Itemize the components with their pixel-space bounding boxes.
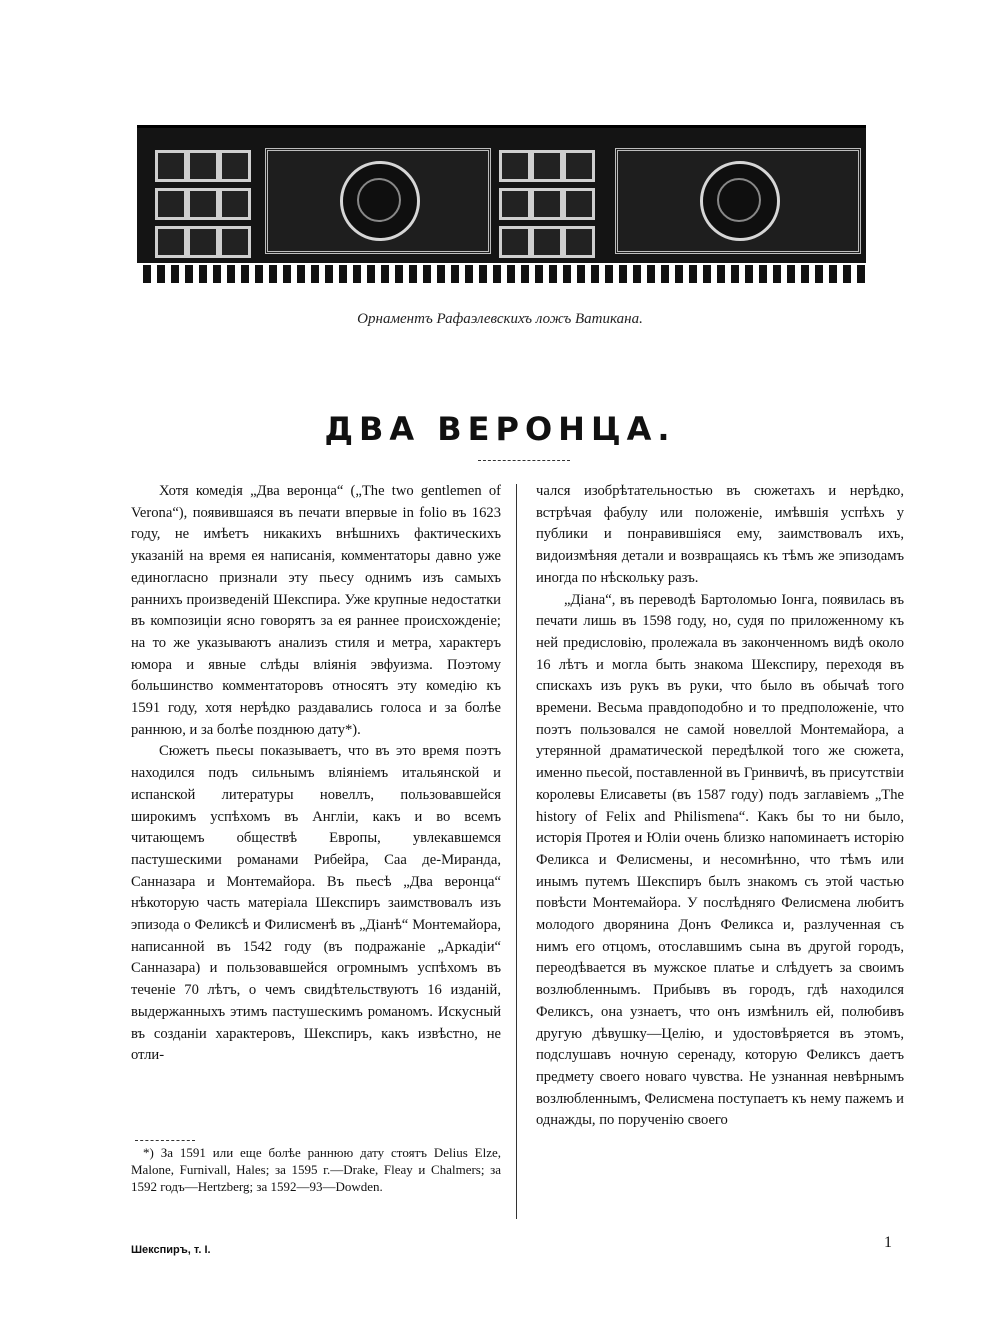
paragraph: Хотя комедія „Два веронца“ („The two gentlemen of Verona“), появившаяся въ печати впервые in folio въ 1623 году, не имѣетъ никакихъ внѣшнихъ фактическихъ указаній на время ея написанія, комментаторы давно уже единогласно признали эту пьесу однимъ изъ самыхъ раннихъ произведеній Шекспира. Уже крупные недостатки въ композиціи ясно говорятъ за ея раннее происхожденіе; на то же указываютъ анализъ стиля и метра, характеръ юмора и явные слѣды вліянія эвфуизма. Поэтому большинство комментаторовъ относятъ эту комедію къ 1591 году, хотя нерѣдко раздавались голоса и за болѣе раннюю, и за болѣе позднюю дату*). [131, 483, 501, 738]
page-title: ДВА ВЕРОНЦА. [324, 410, 676, 448]
ornament-squares-left [155, 150, 245, 258]
ornament-medallion-right [700, 161, 780, 241]
ornament-panel-left [265, 148, 491, 254]
column-divider [516, 484, 517, 1219]
footnote-text: *) За 1591 или еще болѣе раннюю дату стоятъ Delius Elze, Malone, Furnivall, Hales; за 1595 г.—Drake, Fleay и Chalmers; за 1592 годъ—Hertzberg; за 1592—93—Dowden. [131, 1145, 501, 1194]
footnote-rule [135, 1140, 195, 1141]
right-column [536, 481, 904, 1132]
ornament-bottom-border [137, 263, 866, 283]
page-number: 1 [884, 1234, 892, 1251]
printer-signature: Шекспиръ, т. I. [131, 1244, 211, 1256]
ornament-medallion-left [340, 161, 420, 241]
left-column [131, 481, 501, 1067]
paragraph: „Діана“, въ переводѣ Бартоломью Іонга, появилась въ печати лишь въ 1598 году, но, судя по приложенному къ ней предисловію, пролежала въ законченномъ видѣ около 16 лѣтъ и могла быть знакома Шекспиру, переходя въ спискахъ изъ рукъ въ руки, что было въ обычаѣ того времени. Весьма правдоподобно и то предположеніе, что поэтъ пользовался не самой новеллой Монтемайора, а утерянной драматической передѣлкой того же сюжета, именно пьесой, поставленной въ Гринвичѣ, въ присутствіи королевы Елисаветы (въ 1587 году) подъ заглавіемъ „The history of Felix and Philismena“. Какъ бы то ни было, исторія Протея и Юліи очень близко напоминаетъ исторію Феликса и Фелисмены, и несомнѣнно, что тѣмъ или инымъ путемъ Шекспиръ былъ знакомъ съ этой частью повѣсти Монтемайора. У послѣдняго Фелисмена любитъ молодого дворянина Донъ Феликса и, разлученная съ нимъ его отцомъ, отославшимъ сына въ другой городъ, переодѣвается въ мужское платье и слѣдуетъ за своимъ возлюбленнымъ. Прибывъ въ городъ, гдѣ находился Феликсъ, она узнаетъ, что онъ измѣнилъ ей, полюбивъ другую дѣвушку—Целію, и удостовѣряется въ этомъ, подслушавъ ночную серенаду, которую Феликсъ даетъ предмету своего новаго чувства. Не узнанная невѣрнымъ возлюбленнымъ, Фелисмена поступаетъ къ нему пажемъ и однажды, по порученію своего [536, 591, 904, 1129]
title-underline [478, 460, 570, 461]
ornament-squares-center [499, 150, 589, 258]
ornament-panel-right [615, 148, 861, 254]
footnote [131, 1144, 501, 1195]
header-ornament-illustration [137, 125, 866, 283]
paragraph: Сюжетъ пьесы показываетъ, что въ это время поэтъ находился подъ сильнымъ вліяніемъ итальянской и испанской литературы новеллъ, пользовавшейся широкимъ успѣхомъ въ Англіи, какъ и во всемъ читающемъ обществѣ Европы, увлекавшемся пастушескими романами Рибейра, Саа де-Миранда, Санназара и Монтемайора. Въ пьесѣ „Два веронца“ нѣкоторую часть матеріала Шекспиръ заимствовалъ изъ эпизода о Феликсѣ и Филисменѣ въ „Діанѣ“ Монтемайора, написанной въ 1542 году (въ подражаніе „Аркадіи“ Санназара) и пользовавшейся огромнымъ успѣхомъ въ теченіе 70 лѣтъ, о чемъ свидѣтельствуютъ 16 изданій, выдержанныхъ этимъ пастушескимъ романомъ. Искусный въ созданіи характеровъ, Шекспиръ, какъ извѣстно, не отли- [131, 743, 501, 1064]
paragraph: чался изобрѣтательностью въ сюжетахъ и нерѣдко, встрѣчая фабулу или положеніе, имѣвшія успѣхъ у публики и понравившіяся ему, заимствовалъ ихъ, видоизмѣняя детали и возвращаясь къ тѣмъ же эпизодамъ иногда по нѣскольку разъ. [536, 483, 904, 586]
ornament-caption: Орнаментъ Рафаэлевскихъ ложъ Ватикана. [357, 311, 643, 327]
